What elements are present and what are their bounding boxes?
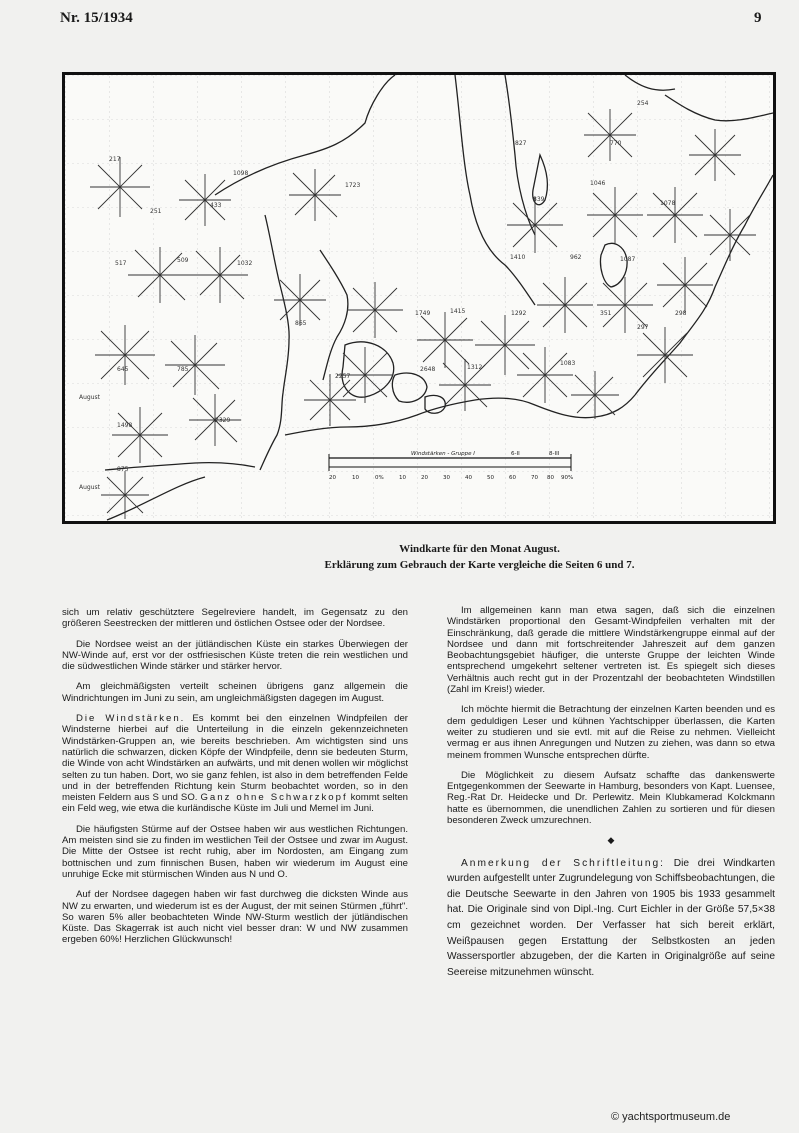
scale-title: Windstärken - Gruppe I <box>411 451 475 457</box>
label-1410: 1410 <box>510 254 526 261</box>
label-433: 433 <box>210 202 222 209</box>
scale-tick: 20 <box>421 475 428 481</box>
left-column <box>62 607 408 955</box>
scale-tick: 70 <box>531 475 538 481</box>
scale-tick: 50 <box>487 475 494 481</box>
separator-ornament: ◆ <box>607 835 615 846</box>
label-297: 297 <box>637 324 649 331</box>
map-caption-note: Erklärung zum Gebrauch der Karte vergleiche die Seiten 6 und 7. <box>324 559 635 571</box>
paragraph: Am gleichmäßigsten verteilt scheinen übrigens ganz allgemein die Windrichtungen im Juni zu sein, am ungleichmäßigsten dagegen im August. <box>62 681 408 704</box>
map-caption-title: Windkarte für den Monat August. <box>399 543 560 555</box>
note-text: Die drei Windkarten wurden aufgestellt unter Zugrundelegung von Schiffsbeobachtungen, die die Deutsche Seewarte in den Jahren von 1905 bis 1933 gesammelt hat. Die Originale sind von Dipl.-Ing. Curt Eichler in der Größe 57,5×38 cm gezeichnet worden. Der Verfasser hat sich bereit erklärt, Weißpausen gegen Erstattung der Selbstkosten an jeden Wassersportler abzugeben, der die Karten in Originalgröße auf seine Seereise mitzunehmen wünscht. <box>447 857 775 978</box>
label-1032: 1032 <box>237 260 253 267</box>
watermark: © yachtsportmuseum.de <box>611 1111 731 1123</box>
label-2648: 2648 <box>420 366 436 373</box>
scale-tick: 10 <box>352 475 359 481</box>
issue-number: Nr. 15/1934 <box>60 10 133 26</box>
label-1415: 1415 <box>450 308 466 315</box>
wind-map <box>62 72 776 524</box>
label-1292: 1292 <box>511 310 527 317</box>
label-251: 251 <box>150 208 162 215</box>
label-1078: 1078 <box>660 200 676 207</box>
label-875: 875 <box>117 466 129 473</box>
paragraph: Ich möchte hiermit die Betrachtung der einzelnen Karten beenden und es dem geduldigen Leser und kühnen Yachtschipper überlassen, die Karten weiter zu studieren und sie evtl. mit auf die Reise zu nehmen. Vielleicht vermag er aus ihnen Anregungen und Nutzen zu ziehen, was dann so etwa meinem frommen Wunsche entsprechen dürfte. <box>447 704 775 761</box>
label-770: 770 <box>610 140 622 147</box>
label-509: 509 <box>177 257 189 264</box>
wind-map-drawing <box>65 75 773 521</box>
label-298: 298 <box>675 310 687 317</box>
editorial-note <box>447 856 775 981</box>
paragraph: Auf der Nordsee dagegen haben wir fast durchweg die dicksten Winde aus NW zu erwarten, und wiederum ist es der August, der mit seinen Stürmen „führt". So waren 5% aller beobachteten Winde NW-Sturm westlich der jütländischen Küste. Das Skagerrak ist auch nicht viel besser dran: W und NW zusammen ergeben 60%! Herzlichen Glückwunsch! <box>62 889 408 946</box>
label-1098: 1098 <box>233 170 249 177</box>
paragraph: Die Möglichkeit zu diesem Aufsatz schaffte das dankenswerte Entgegenkommen der Seewarte in Hamburg, besonders von Kapt. Luensee, Reg.-Rat Dr. Heidecke und Dr. Perlewitz. Mein Klubkamerad Kolckmann hatte es übernommen, die unendlichen Zahlen zu sortieren und für diesen besonderen Zweck umzurechnen. <box>447 769 775 827</box>
label-1312: 1312 <box>467 364 483 371</box>
scale-group-3: 8-III <box>549 451 560 457</box>
label-1498: 1498 <box>117 422 133 429</box>
label-351: 351 <box>600 310 612 317</box>
label-1046: 1046 <box>590 180 606 187</box>
label-962: 962 <box>570 254 582 261</box>
label-865: 865 <box>295 320 307 327</box>
label-254: 254 <box>637 100 649 107</box>
label-827: 827 <box>515 140 527 147</box>
scale-tick: 30 <box>443 475 450 481</box>
section-heading: Die Windstärken. <box>76 713 186 725</box>
label-785: 785 <box>177 366 189 373</box>
label-517: 517 <box>115 260 127 267</box>
label-217: 217 <box>109 156 121 163</box>
paragraph: Im allgemeinen kann man etwa sagen, daß sich die einzelnen Windstärken proportional den Gesamt-Windpfeilen verhalten mit der Einschränkung, daß gerade die mittlere Windstärkengruppe einmal auf der Nordsee und dann mit fortschreitender Jahreszeit auf dem ganzen Beobachtungsgebiet häufiger, die unterste Gruppe der leichten Winde entsprechend umgekehrt seltener vertreten ist. Es spiegelt sich dieses Verhältnis auch recht gut in der Prozentzahl der beobachteten Windstillen (Zahl im Kreis!) wieder. <box>447 605 775 696</box>
label-august-1: August <box>79 394 100 401</box>
note-heading: Anmerkung der Schriftleitung: <box>461 857 665 869</box>
scale-tick: 10 <box>399 475 406 481</box>
emphasis: Ganz ohne Schwarzkopf <box>200 792 348 804</box>
label-2257: 2257 <box>335 373 351 380</box>
scale-tick: 40 <box>465 475 472 481</box>
label-1083: 1083 <box>560 360 576 367</box>
scale-tick: 80 <box>547 475 554 481</box>
label-839: 839 <box>533 196 545 203</box>
paragraph-text: kommt selten ein Feld weg, wie etwa die kurländische Küste im Juli und Memel im Juni. <box>62 792 408 815</box>
label-645: 645 <box>117 366 129 373</box>
paragraph: Die Nordsee weist an der jütländischen Küste ein starkes Überwiegen der NW-Winde auf, erst vor der ostfriesischen Küste treten die rein westlichen und die südwestlichen Winde stärker und stärker hervor. <box>62 638 408 673</box>
label-1749: 1749 <box>415 310 431 317</box>
scale-tick: 90% <box>561 475 574 481</box>
scale-tick: 60 <box>509 475 516 481</box>
paragraph: sich um relativ geschütztere Segelreviere handelt, im Gegensatz zu den größeren Seestrecken der mittleren und östlichen Ostsee oder der Nordsee. <box>62 607 408 630</box>
label-1723: 1723 <box>345 182 361 189</box>
paragraph-text: Es kommt bei den einzelnen Windpfeilen der Windsterne hierbei auf die Unterteilung in die einzeln gekennzeichneten Windstärken-Gruppen an, wie bereits beschrieben. Am wichtigsten sind uns natürlich die schwarzen, dicken Köpfe der Windpfeile, denn sie bedeuten Sturm, die Winde von acht Windstärken an aufwärts, und mit denen wollen wir möglichst selten zu tun haben. Dort, wo sie ganz fehlen, ist also in dem betreffenden Felde und in der betreffenden Richtung kein Sturm beobachtet worden, so in den meisten Feldern aus S und SO. <box>62 713 409 804</box>
scale-tick: 0% <box>375 475 384 481</box>
right-column <box>447 605 775 989</box>
scale-tick: 20 <box>329 475 336 481</box>
label-2329: 2329 <box>215 417 231 424</box>
label-august-2: August <box>79 484 100 491</box>
page-number: 9 <box>754 10 762 26</box>
paragraph: Die häufigsten Stürme auf der Ostsee haben wir aus westlichen Richtungen. Am meisten sind sie zu finden im westlichen Teil der Ostsee und zwar im August. Die Mitte der Ostsee ist recht ruhig, aber im Nordosten, am Eingang zum bottnischen und zum finnischen Busen, haben wir wiederum im August eine unruhige Ecke mit stürmischen Winden aus N und O. <box>62 823 408 880</box>
label-1087: 1087 <box>620 256 636 263</box>
paragraph <box>62 713 408 815</box>
scale-group-2: 6-II <box>511 451 520 457</box>
